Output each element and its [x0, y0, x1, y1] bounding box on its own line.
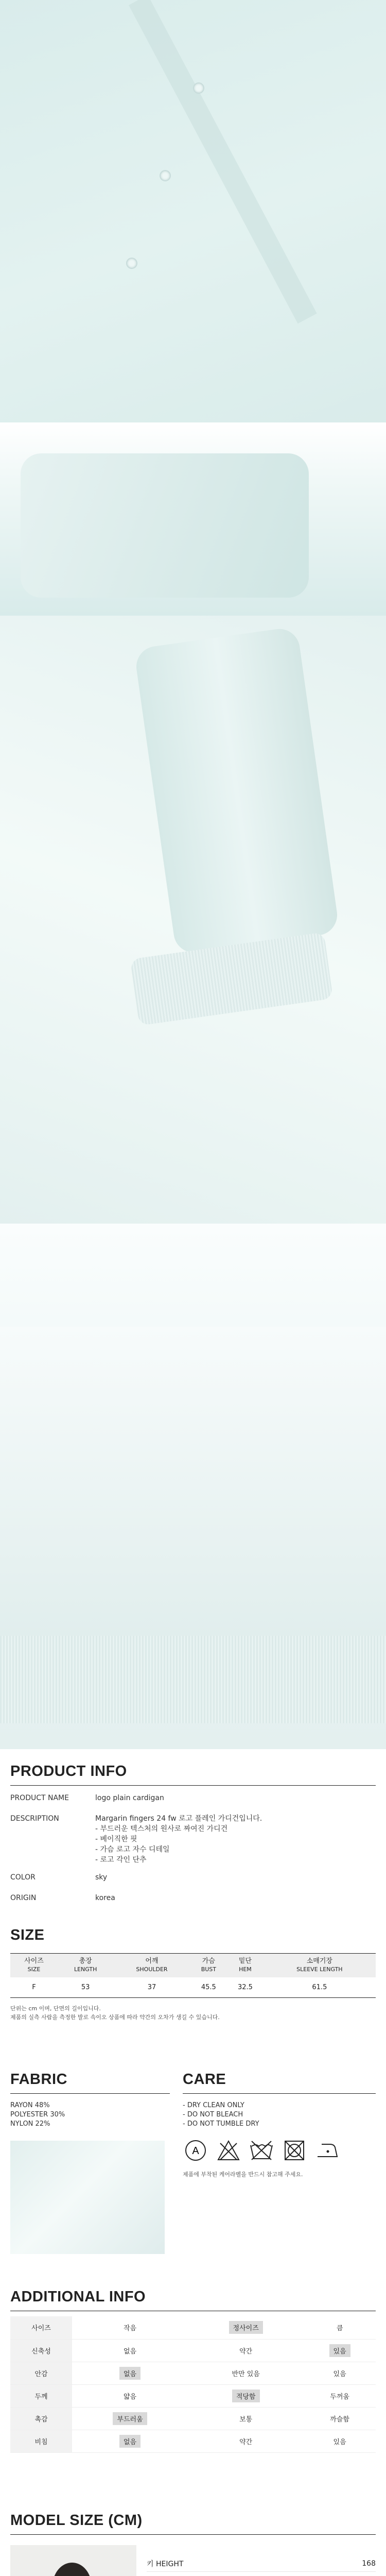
additional-info-option-selected: 없음 [119, 2367, 141, 2380]
fabric-swatch-photo [10, 2141, 165, 2254]
size-header-cell [264, 1954, 376, 1977]
size-header-ko: 총장 [79, 1957, 92, 1965]
product-info-section [10, 1763, 376, 1913]
additional-info-key: 두께 [10, 2384, 72, 2407]
size-value-cell: 37 [113, 1977, 190, 1998]
size-value-cell: 61.5 [264, 1977, 376, 1998]
additional-info-option-selected: 적당함 [232, 2389, 260, 2402]
size-header-en: BUST [201, 1965, 216, 1973]
size-header-en: SIZE [27, 1965, 41, 1973]
size-note: 단위는 cm 이며, 단면의 길이입니다. [10, 2005, 101, 2012]
section-rule [10, 2534, 376, 2535]
additional-info-key: 사이즈 [10, 2316, 72, 2339]
additional-info-option: 반만 있음 [232, 2370, 260, 2378]
cardigan-body [0, 1327, 386, 1636]
model-spec-label: 키 HEIGHT [147, 2560, 184, 2568]
additional-info-option: 약간 [239, 2347, 253, 2355]
additional-info-option-cell [72, 2430, 188, 2452]
section-rule [10, 2093, 170, 2094]
cardigan-placket [129, 0, 317, 324]
product-info-key: COLOR [10, 1873, 36, 1882]
additional-info-option-cell [188, 2430, 304, 2452]
care-icon-row [183, 2139, 376, 2162]
cardigan-button [193, 82, 204, 94]
fabric-item: NYLON 22% [10, 2120, 50, 2128]
size-header-cell [190, 1954, 227, 1977]
size-header-en: SHOULDER [136, 1965, 168, 1973]
additional-info-option: 없음 [123, 2347, 137, 2355]
product-info-key: PRODUCT NAME [10, 1794, 69, 1802]
product-photo-hem-detail [0, 1224, 386, 1749]
additional-info-option-cell [304, 2362, 376, 2384]
additional-info-section [10, 2289, 376, 2453]
size-header-en: LENGTH [74, 1965, 97, 1973]
additional-info-row [10, 2339, 376, 2362]
size-value-cell: F [10, 1977, 58, 1998]
section-rule [183, 2093, 376, 2094]
low-iron-icon [314, 2139, 340, 2162]
size-header-cell [10, 1954, 58, 1977]
additional-info-option-cell [304, 2407, 376, 2430]
fabric-item: RAYON 48% [10, 2102, 50, 2109]
product-info-row [10, 1793, 376, 1803]
additional-info-option-selected: 정사이즈 [229, 2321, 263, 2334]
product-info-key: DESCRIPTION [10, 1815, 59, 1823]
additional-info-option: 약간 [239, 2438, 253, 2446]
size-header-ko: 밑단 [238, 1957, 252, 1965]
size-value-cell: 53 [58, 1977, 113, 1998]
size-table [10, 1953, 376, 1998]
product-info-row [10, 1872, 376, 1883]
additional-info-option-cell [304, 2316, 376, 2339]
model-size-heading: MODEL SIZE (CM) [10, 2512, 143, 2529]
size-heading: SIZE [10, 1927, 45, 1943]
size-header-cell [113, 1954, 190, 1977]
additional-info-heading: ADDITIONAL INFO [10, 2289, 146, 2305]
additional-info-row [10, 2316, 376, 2339]
size-header-cell [227, 1954, 264, 1977]
product-info-value: sky [95, 1873, 108, 1882]
size-header-ko: 가슴 [202, 1957, 215, 1965]
additional-info-option-cell [72, 2407, 188, 2430]
sleeve-cuff-rib [130, 932, 333, 1026]
care-heading: CARE [183, 2071, 226, 2088]
additional-info-option-cell [304, 2339, 376, 2362]
size-header-ko: 사이즈 [24, 1957, 44, 1965]
no-wash-icon [249, 2139, 274, 2162]
product-info-value: Margarin fingers 24 fw 로고 플레인 가디건입니다. - 부드러운 텍스처의 원사로 짜여진 가디건 - 베이직한 핏 - 가슴 로고 자수 디테일 - 로고 각인 단추 [95, 1815, 262, 1864]
model-spec-value: 168 [362, 2559, 376, 2568]
model-spec-line [147, 2555, 376, 2572]
additional-info-row [10, 2430, 376, 2452]
additional-info-option: 두꺼움 [330, 2393, 349, 2401]
size-header-en: SLEEVE LENGTH [296, 1965, 343, 1973]
model-spec-list [147, 2545, 376, 2576]
additional-info-key: 신축성 [10, 2339, 72, 2362]
product-photo-sleeve-detail [0, 616, 386, 1224]
additional-info-option-selected: 있음 [329, 2344, 350, 2357]
additional-info-option-cell [188, 2362, 304, 2384]
product-info-list [10, 1793, 376, 1903]
cardigan-body-fold [21, 453, 309, 598]
product-info-key: ORIGIN [10, 1894, 37, 1902]
additional-info-row [10, 2407, 376, 2430]
product-info-row [10, 1893, 376, 1903]
additional-info-row [10, 2384, 376, 2407]
svg-text:A: A [192, 2145, 199, 2157]
section-rule [10, 1785, 376, 1786]
model-photo [10, 2545, 136, 2576]
additional-info-row [10, 2362, 376, 2384]
additional-info-option: 얇음 [123, 2393, 137, 2401]
cardigan-button [160, 170, 171, 181]
size-note: 제품의 실측 사람을 측정한 발로 속이오 상품에 따라 약간의 오차가 생길 수 있습니다. [10, 2014, 220, 2021]
hem-rib [0, 1636, 386, 1723]
additional-info-option: 있음 [333, 2438, 346, 2446]
product-info-row [10, 1814, 376, 1865]
additional-info-option: 있음 [333, 2370, 346, 2378]
size-section [10, 1927, 376, 2022]
care-note: 제품에 부착된 케어라벨을 반드시 참고해 주세요. [183, 2171, 303, 2178]
size-value-cell: 32.5 [227, 1977, 264, 1998]
care-item: - DRY CLEAN ONLY [183, 2102, 244, 2109]
fabric-heading: FABRIC [10, 2071, 67, 2088]
additional-info-option: 큼 [336, 2325, 343, 2333]
product-info-value: logo plain cardigan [95, 1794, 164, 1802]
additional-info-option-selected: 없음 [119, 2435, 141, 2448]
no-bleach-icon [216, 2139, 241, 2162]
additional-info-option-cell [72, 2362, 188, 2384]
additional-info-option: 까슬함 [330, 2415, 349, 2424]
additional-info-option-cell [72, 2316, 188, 2339]
model-size-section [10, 2512, 376, 2535]
additional-info-option-cell [188, 2384, 304, 2407]
product-photo-front-detail [0, 0, 386, 616]
additional-info-option-cell [304, 2430, 376, 2452]
care-item: - DO NOT TUMBLE DRY [183, 2120, 259, 2128]
additional-info-option-cell [72, 2384, 188, 2407]
no-tumble-dry-icon [282, 2139, 307, 2162]
model-spec-line [147, 2572, 376, 2576]
additional-info-key: 안감 [10, 2362, 72, 2384]
size-header-cell [58, 1954, 113, 1977]
dry-clean-icon [183, 2139, 208, 2162]
additional-info-key: 촉감 [10, 2407, 72, 2430]
cardigan-sleeve [134, 626, 340, 956]
fabric-item: POLYESTER 30% [10, 2111, 65, 2119]
additional-info-option-cell [304, 2384, 376, 2407]
model-row [10, 2545, 376, 2576]
additional-info-option: 보통 [239, 2415, 253, 2424]
care-item: - DO NOT BLEACH [183, 2111, 243, 2119]
additional-info-table [10, 2316, 376, 2453]
additional-info-option: 작음 [123, 2325, 137, 2333]
additional-info-key: 비침 [10, 2430, 72, 2452]
additional-info-option-cell [188, 2316, 304, 2339]
additional-info-option-cell [188, 2339, 304, 2362]
size-header-ko: 어깨 [145, 1957, 159, 1965]
product-info-value: korea [95, 1894, 115, 1902]
size-header-en: HEM [239, 1965, 252, 1973]
cardigan-button [126, 258, 137, 269]
additional-info-option-selected: 부드러움 [113, 2412, 147, 2425]
additional-info-option-cell [72, 2339, 188, 2362]
size-header-ko: 소매기장 [306, 1957, 332, 1965]
additional-info-option-cell [188, 2407, 304, 2430]
product-info-heading: PRODUCT INFO [10, 1763, 127, 1780]
size-value-cell: 45.5 [190, 1977, 227, 1998]
